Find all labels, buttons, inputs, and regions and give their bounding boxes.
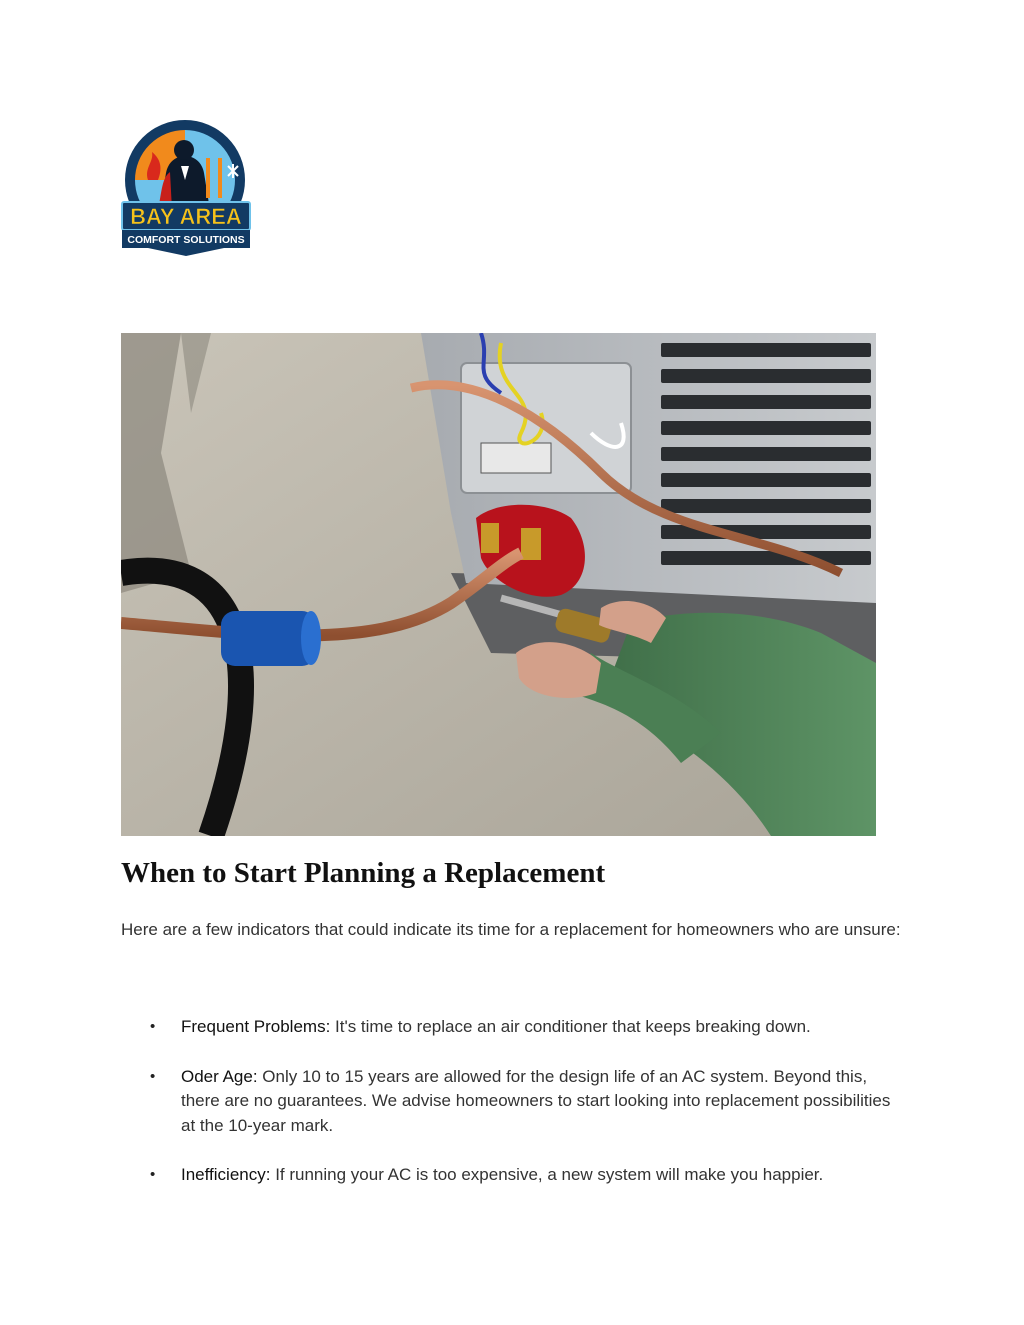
list-item-term: Frequent Problems: — [181, 1017, 331, 1036]
bullet-icon: • — [150, 1067, 156, 1085]
ac-unit-repair-photo-icon — [121, 333, 876, 836]
indicator-list — [150, 1015, 900, 1213]
list-item-term: Oder Age: — [181, 1066, 258, 1086]
company-logo — [118, 118, 254, 258]
list-item-text: If running your AC is too expensive, a new system will make you happier. — [270, 1165, 824, 1184]
ac-repair-photo — [121, 333, 876, 836]
logo-text-line2: COMFORT SOLUTIONS — [127, 234, 245, 246]
list-item-text: It's time to replace an air conditioner that keeps breaking down. — [330, 1017, 811, 1036]
list-item — [150, 1163, 900, 1188]
bullet-icon: • — [150, 1166, 156, 1183]
list-item — [150, 1015, 900, 1040]
logo-text-line1: BAY AREA — [130, 204, 242, 229]
list-item-term: Inefficiency: — [181, 1165, 271, 1184]
intro-paragraph: Here are a few indicators that could indicate its time for a replacement for homeowners who are unsure: — [121, 920, 901, 939]
bullet-icon: • — [150, 1018, 156, 1035]
list-item — [150, 1065, 900, 1139]
logo-badge-icon — [118, 118, 254, 258]
article-heading: When to Start Planning a Replacement — [121, 857, 606, 889]
list-item-text: Only 10 to 15 years are allowed for the design life of an AC system. Beyond this, there are no guarantees. We advise homeowners to start looking into replacement possibilities at the 10-year mark. — [181, 1066, 891, 1135]
